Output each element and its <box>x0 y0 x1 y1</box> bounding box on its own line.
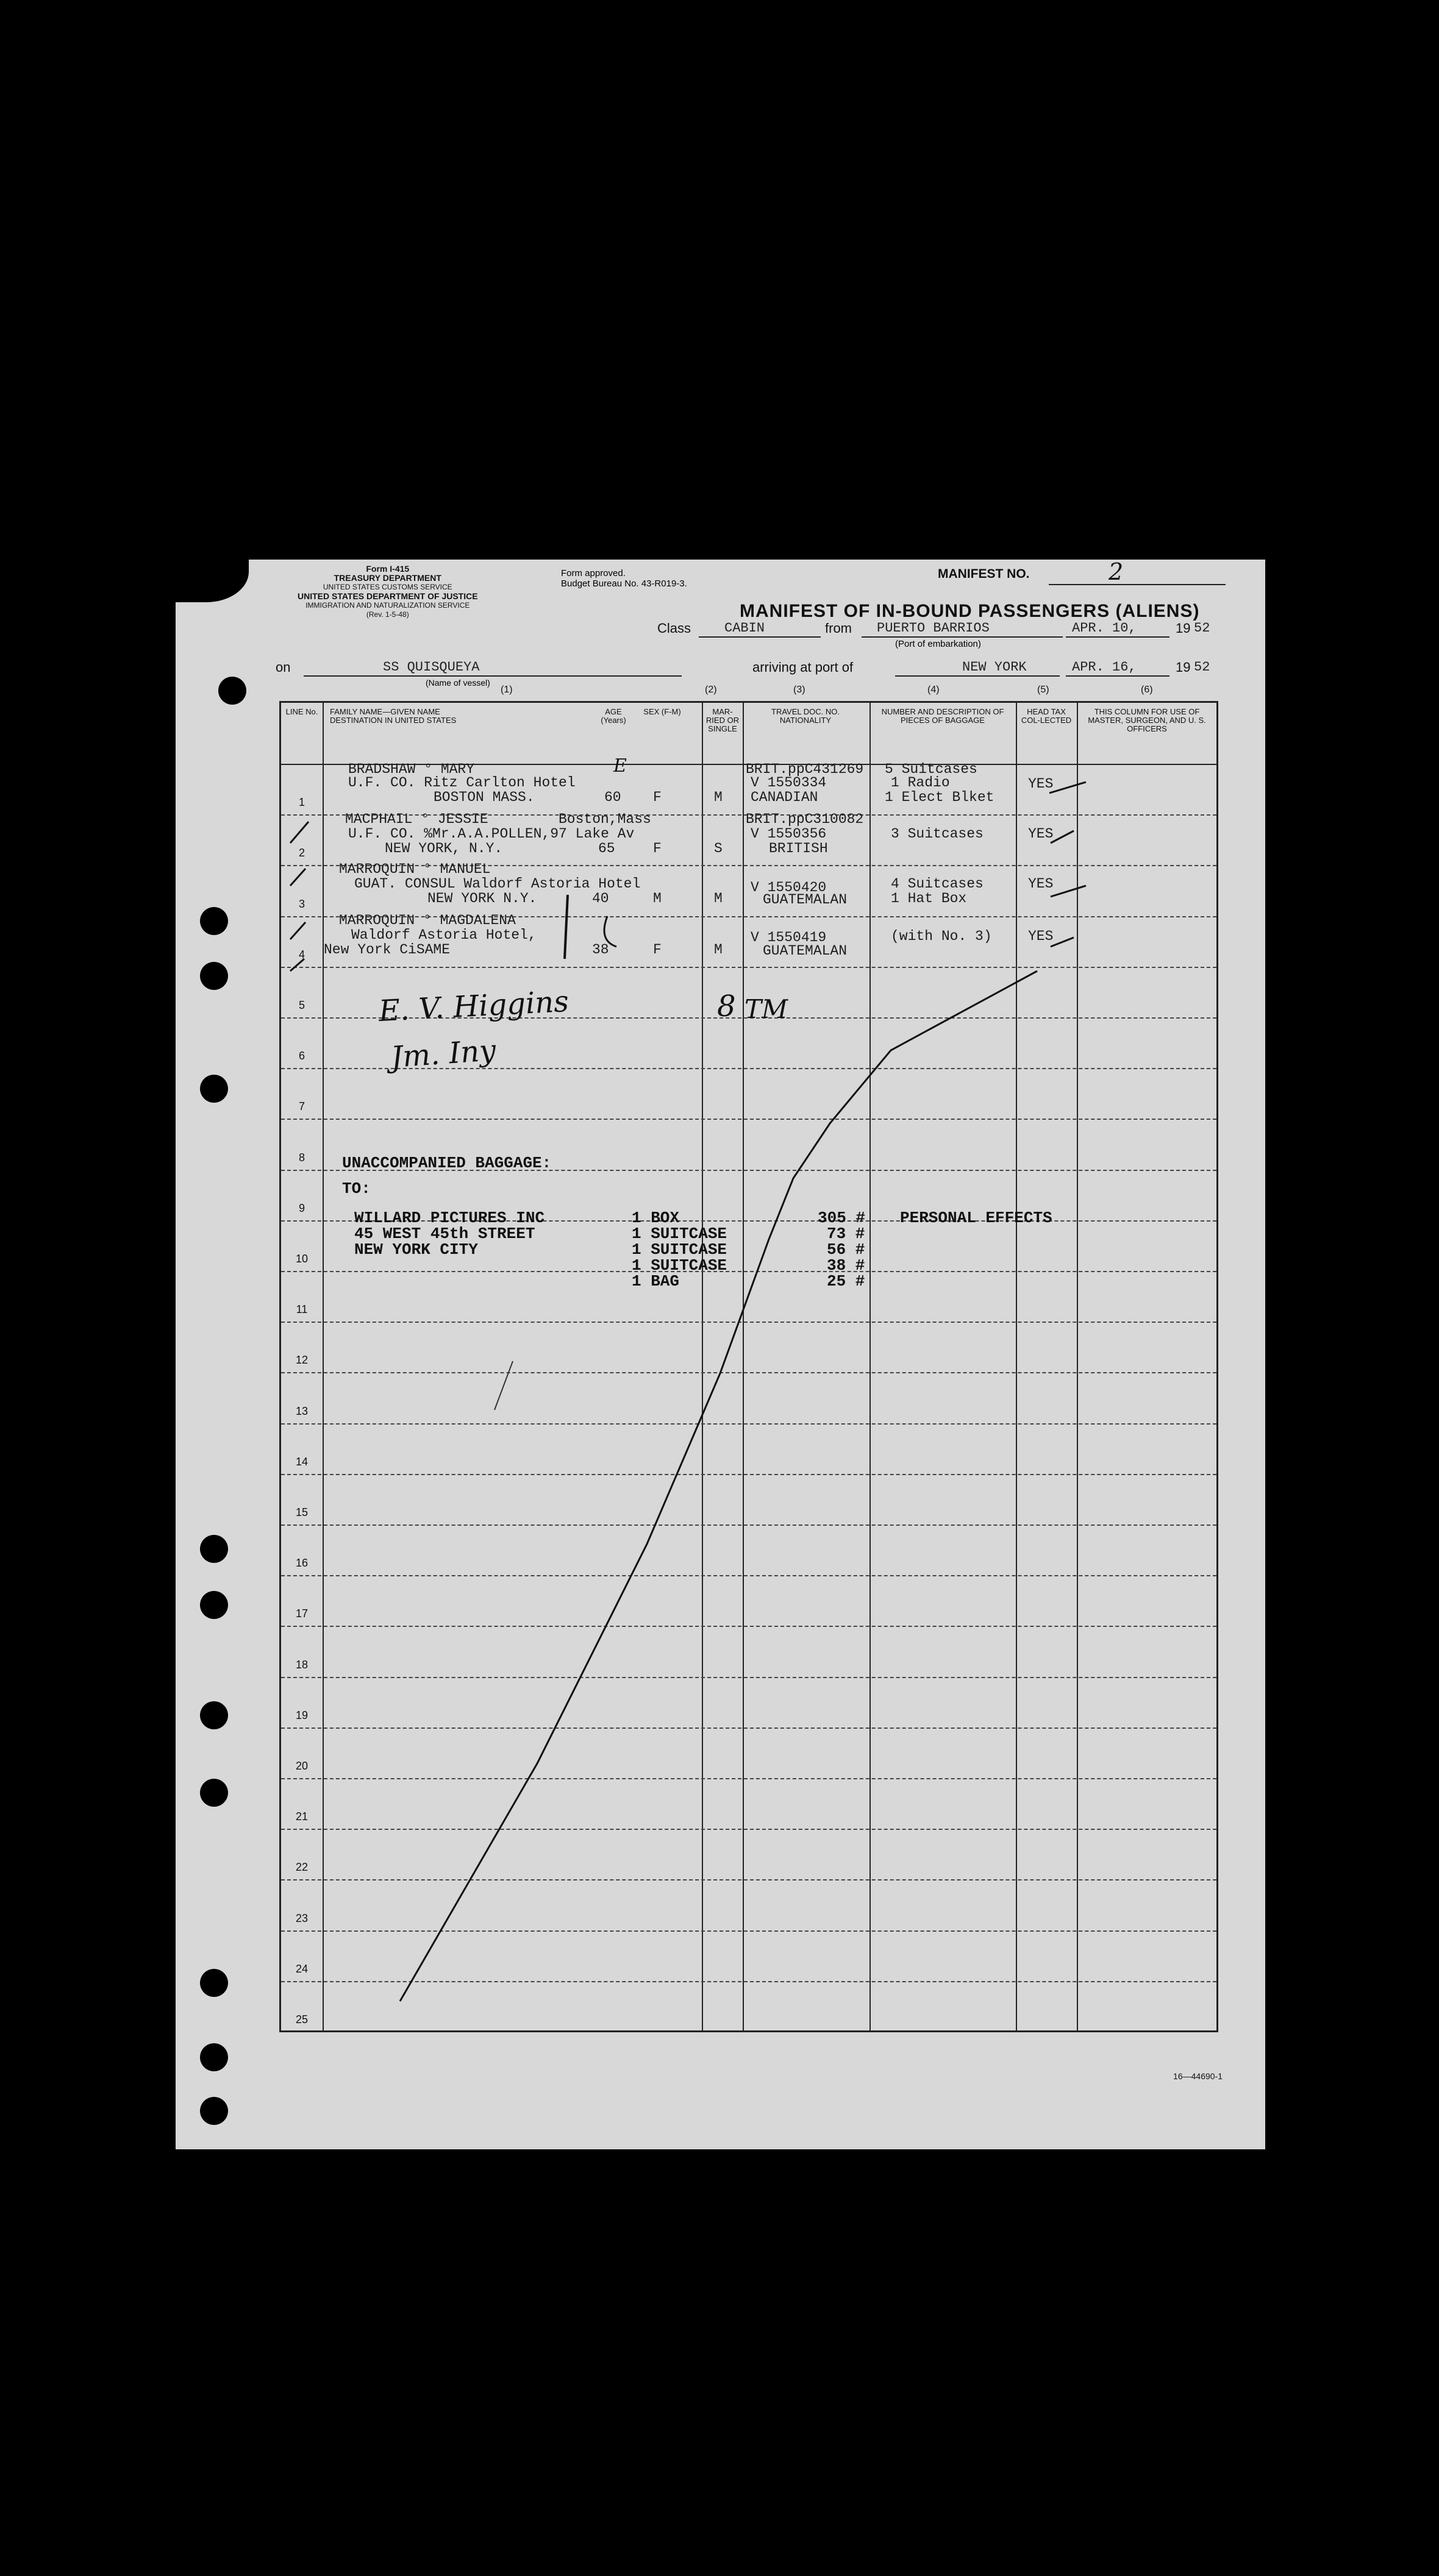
column-number: (6) <box>1141 685 1153 695</box>
line-number: 4 <box>298 948 305 961</box>
row-divider <box>281 1322 1216 1323</box>
row-divider <box>281 1525 1216 1526</box>
baggage-item: 1 SUITCASE <box>632 1225 727 1243</box>
punch-hole <box>200 2043 228 2071</box>
passenger-name: MARROQUIN ° MAGDALENA <box>339 913 516 928</box>
budget-approval <box>561 568 687 589</box>
baggage-item: 1 BAG <box>632 1272 680 1290</box>
check-mark <box>1051 886 1086 897</box>
passenger-destination: GUAT. CONSUL Waldorf Astoria Hotel <box>354 876 641 892</box>
column-divider <box>869 703 871 2030</box>
form-line: UNITED STATES CUSTOMS SERVICE <box>323 583 452 591</box>
document-title: MANIFEST OF IN-BOUND PASSENGERS (ALIENS) <box>740 601 1200 621</box>
header-name: FAMILY NAME—GIVEN NAME DESTINATION IN UNITED STATES <box>330 707 457 725</box>
line-number: 5 <box>298 999 305 1011</box>
passenger-destination: New York CiSAME <box>324 942 451 958</box>
class-value: CABIN <box>724 621 765 636</box>
head-tax-collected: YES <box>1028 928 1054 944</box>
check-mark <box>1051 938 1074 947</box>
cancellation-line <box>281 703 1220 2034</box>
travel-doc: BRIT.ppC310082 <box>746 811 864 827</box>
approval-line: Form approved. <box>561 568 626 578</box>
port-of-embarkation: PUERTO BARRIOS <box>877 621 990 636</box>
visa-number: V 1550420 <box>751 880 827 895</box>
unaccompanied-heading: UNACCOMPANIED BAGGAGE: <box>342 1154 552 1172</box>
line-number: 16 <box>295 1557 309 1570</box>
punch-hole <box>200 1075 228 1103</box>
baggage-weight: 56 # <box>827 1240 865 1259</box>
passenger-table <box>279 685 1218 2032</box>
punch-hole <box>218 677 246 705</box>
line-number: 2 <box>298 847 305 859</box>
travel-doc: BRIT.ppC431269 <box>746 761 864 777</box>
row-divider <box>281 1372 1216 1373</box>
line-number: 15 <box>295 1506 309 1518</box>
class-label: Class <box>657 621 691 636</box>
passenger-destination: Waldorf Astoria Hotel, <box>351 927 537 943</box>
punch-hole <box>200 962 228 990</box>
baggage-description: (with No. 3) <box>891 928 992 944</box>
nationality: CANADIAN <box>751 789 818 805</box>
form-line: Form I-415 <box>366 564 410 574</box>
passenger-destination: U.F. CO. %Mr.A.A.POLLEN,97 Lake Av <box>348 826 635 842</box>
punch-hole <box>200 1969 228 1997</box>
vessel-caption: (Name of vessel) <box>426 678 490 688</box>
consignee-line: NEW YORK CITY <box>354 1240 478 1259</box>
visa-number: V 1550334 <box>751 775 827 791</box>
check-mark <box>290 869 305 886</box>
check-mark <box>290 922 305 939</box>
punch-hole <box>200 1535 228 1563</box>
row-divider <box>281 1778 1216 1779</box>
row-divider <box>281 1271 1216 1272</box>
column-divider <box>743 703 744 2030</box>
passenger-destination: Boston,Mass <box>559 811 651 827</box>
on-label: on <box>276 660 291 675</box>
passenger-destination: U.F. CO. Ritz Carlton Hotel <box>348 775 576 791</box>
approval-line: Budget Bureau No. 43-R019-3. <box>561 578 687 589</box>
nationality: GUATEMALAN <box>763 892 848 908</box>
line-number: 18 <box>295 1658 309 1671</box>
passenger-sex: F <box>653 789 662 805</box>
row-divider <box>281 1474 1216 1475</box>
line-number: 10 <box>295 1253 309 1265</box>
column-divider <box>1077 703 1078 2030</box>
row-divider <box>281 1727 1216 1729</box>
baggage-description: 1 Elect Blket <box>885 789 994 805</box>
check-mark <box>290 822 309 843</box>
line-number: 8 <box>298 1151 305 1164</box>
arrival-year-prefix: 19 <box>1176 660 1191 675</box>
line-number: 9 <box>298 1201 305 1214</box>
manifest-no-underline <box>1049 584 1226 585</box>
bracket-mark <box>565 895 568 959</box>
line-number: 24 <box>295 1962 309 1975</box>
handwritten-note: 8 <box>717 989 736 1023</box>
row-divider <box>281 1677 1216 1678</box>
row-divider <box>281 1879 1216 1880</box>
line-number: 6 <box>298 1050 305 1062</box>
header-head-tax: HEAD TAX COL-LECTED <box>1021 707 1072 725</box>
form-line: (Rev. 1-5-48) <box>366 610 409 619</box>
departure-date: APR. 10, <box>1072 621 1137 636</box>
baggage-description: 1 Radio <box>891 775 950 791</box>
passenger-sex: F <box>653 841 662 856</box>
passenger-age: 38 <box>592 942 609 958</box>
punch-hole <box>200 1591 228 1619</box>
check-mark <box>1049 782 1086 793</box>
baggage-item: 1 BOX <box>632 1209 680 1227</box>
passenger-married: S <box>714 841 723 856</box>
header-travel-doc: TRAVEL DOC. NO. NATIONALITY <box>771 707 840 725</box>
line-number: 22 <box>295 1861 309 1874</box>
column-number: (2) <box>705 685 717 695</box>
form-id-block <box>298 564 478 619</box>
baggage-description: 3 Suitcases <box>891 826 984 842</box>
row-divider <box>281 1981 1216 1982</box>
column-divider <box>323 703 324 2030</box>
torn-corner <box>176 560 249 602</box>
row-divider <box>281 967 1216 968</box>
line-number: 12 <box>295 1354 309 1367</box>
nationality: BRITISH <box>769 841 828 856</box>
officer-signature: Jm. Iny <box>390 1033 498 1075</box>
line-number: 25 <box>295 2013 309 2026</box>
head-tax-collected: YES <box>1028 826 1054 842</box>
visa-number: V 1550356 <box>751 826 827 842</box>
column-number: (3) <box>793 685 805 695</box>
manifest-no: 2 <box>1109 560 1124 585</box>
punch-hole <box>200 1779 228 1807</box>
baggage-description: 4 Suitcases <box>891 876 984 892</box>
arrival-date-underline <box>1066 675 1169 677</box>
head-tax-collected: YES <box>1028 876 1054 892</box>
passenger-age: 65 <box>598 841 615 856</box>
passenger-age: 40 <box>592 891 609 906</box>
row-divider <box>281 1575 1216 1576</box>
passenger-name: MARROQUIN ° MANUEL <box>339 861 491 877</box>
punch-hole <box>200 2097 228 2125</box>
row-divider <box>281 1930 1216 1932</box>
vessel-name: SS QUISQUEYA <box>383 660 480 675</box>
punch-hole <box>200 907 228 935</box>
handwritten-note: E <box>613 755 627 777</box>
diagonal-stroke <box>400 971 1037 2001</box>
header-age: AGE (Years) <box>601 707 626 725</box>
form-line: IMMIGRATION AND NATURALIZATION SERVICE <box>305 601 470 610</box>
header-officers: THIS COLUMN FOR USE OF MASTER, SURGEON, AND U. S. OFFICERS <box>1088 707 1206 733</box>
column-number: (5) <box>1037 685 1049 695</box>
row-divider <box>281 1626 1216 1627</box>
personal-effects-note: PERSONAL EFFECTS <box>900 1209 1052 1227</box>
departure-year: 52 <box>1194 621 1210 636</box>
baggage-weight: 73 # <box>827 1225 865 1243</box>
passenger-name: MACPHAIL ° JESSIE <box>345 811 488 827</box>
line-number: 17 <box>295 1607 309 1620</box>
nationality: GUATEMALAN <box>763 943 848 959</box>
row-divider <box>281 1423 1216 1425</box>
from-label: from <box>825 621 852 636</box>
column-number: (4) <box>927 685 940 695</box>
row-divider <box>281 1119 1216 1120</box>
header-baggage: NUMBER AND DESCRIPTION OF PIECES OF BAGGAGE <box>881 707 1004 725</box>
form-line: UNITED STATES DEPARTMENT OF JUSTICE <box>298 591 478 601</box>
arriving-label: arriving at port of <box>752 660 854 675</box>
line-number: 23 <box>295 1912 309 1924</box>
date-underline <box>1066 636 1169 638</box>
check-mark <box>1051 831 1074 843</box>
line-number: 3 <box>298 897 305 910</box>
manifest-sheet <box>176 560 1265 2149</box>
baggage-item: 1 SUITCASE <box>632 1256 727 1275</box>
arrival-port: NEW YORK <box>962 660 1027 675</box>
baggage-weight: 305 # <box>818 1209 866 1227</box>
passenger-destination: BOSTON MASS. <box>434 789 535 805</box>
line-number: 1 <box>298 796 305 809</box>
vessel-underline <box>304 675 682 677</box>
passenger-sex: M <box>653 891 662 906</box>
handwritten-note: TM <box>744 994 788 1024</box>
consignee-line: WILLARD PICTURES INC <box>354 1209 545 1227</box>
line-number: 19 <box>295 1709 309 1721</box>
class-underline <box>699 636 821 638</box>
from-underline <box>862 636 1063 638</box>
header-line-no: LINE No. <box>285 707 318 716</box>
passenger-married: M <box>714 789 723 805</box>
passenger-sex: F <box>653 942 662 958</box>
passenger-name: BRADSHAW ° MARY <box>348 761 475 777</box>
head-tax-collected: YES <box>1028 776 1054 792</box>
print-code: 16—44690-1 <box>1173 2071 1223 2081</box>
port-caption: (Port of embarkation) <box>895 639 981 649</box>
departure-year-prefix: 19 <box>1176 621 1191 636</box>
baggage-description: 5 Suitcases <box>885 761 977 777</box>
passenger-age: 60 <box>604 789 621 805</box>
line-number: 13 <box>295 1404 309 1417</box>
arrival-year: 52 <box>1194 660 1210 675</box>
passenger-married: M <box>714 891 723 906</box>
stray-mark <box>495 1361 513 1410</box>
passenger-destination: NEW YORK N.Y. <box>427 891 537 906</box>
baggage-weight: 38 # <box>827 1256 865 1275</box>
manifest-no-label: MANIFEST NO. <box>938 567 1030 581</box>
form-line: TREASURY DEPARTMENT <box>334 573 441 583</box>
baggage-description: 1 Hat Box <box>891 891 967 906</box>
visa-number: V 1550419 <box>751 930 827 945</box>
column-divider <box>1016 703 1017 2030</box>
arrival-date: APR. 16, <box>1072 660 1137 675</box>
officer-signature: E. V. Higgins <box>377 984 570 1029</box>
line-number: 7 <box>298 1100 305 1113</box>
column-divider <box>702 703 703 2030</box>
passenger-married: M <box>714 942 723 958</box>
line-number: 11 <box>296 1303 308 1316</box>
baggage-weight: 25 # <box>827 1272 865 1290</box>
to-label: TO: <box>342 1179 371 1198</box>
line-number: 21 <box>295 1810 309 1823</box>
consignee-line: 45 WEST 45th STREET <box>354 1225 535 1243</box>
punch-hole <box>200 1701 228 1729</box>
arrival-port-underline <box>895 675 1060 677</box>
header-sex: SEX (F-M) <box>643 707 681 716</box>
header-married: MAR-RIED OR SINGLE <box>705 707 740 733</box>
column-number: (1) <box>501 685 513 695</box>
row-divider <box>281 1829 1216 1830</box>
passenger-destination: NEW YORK, N.Y. <box>385 841 503 856</box>
line-number: 14 <box>295 1455 309 1468</box>
line-number: 20 <box>295 1760 309 1772</box>
baggage-item: 1 SUITCASE <box>632 1240 727 1259</box>
